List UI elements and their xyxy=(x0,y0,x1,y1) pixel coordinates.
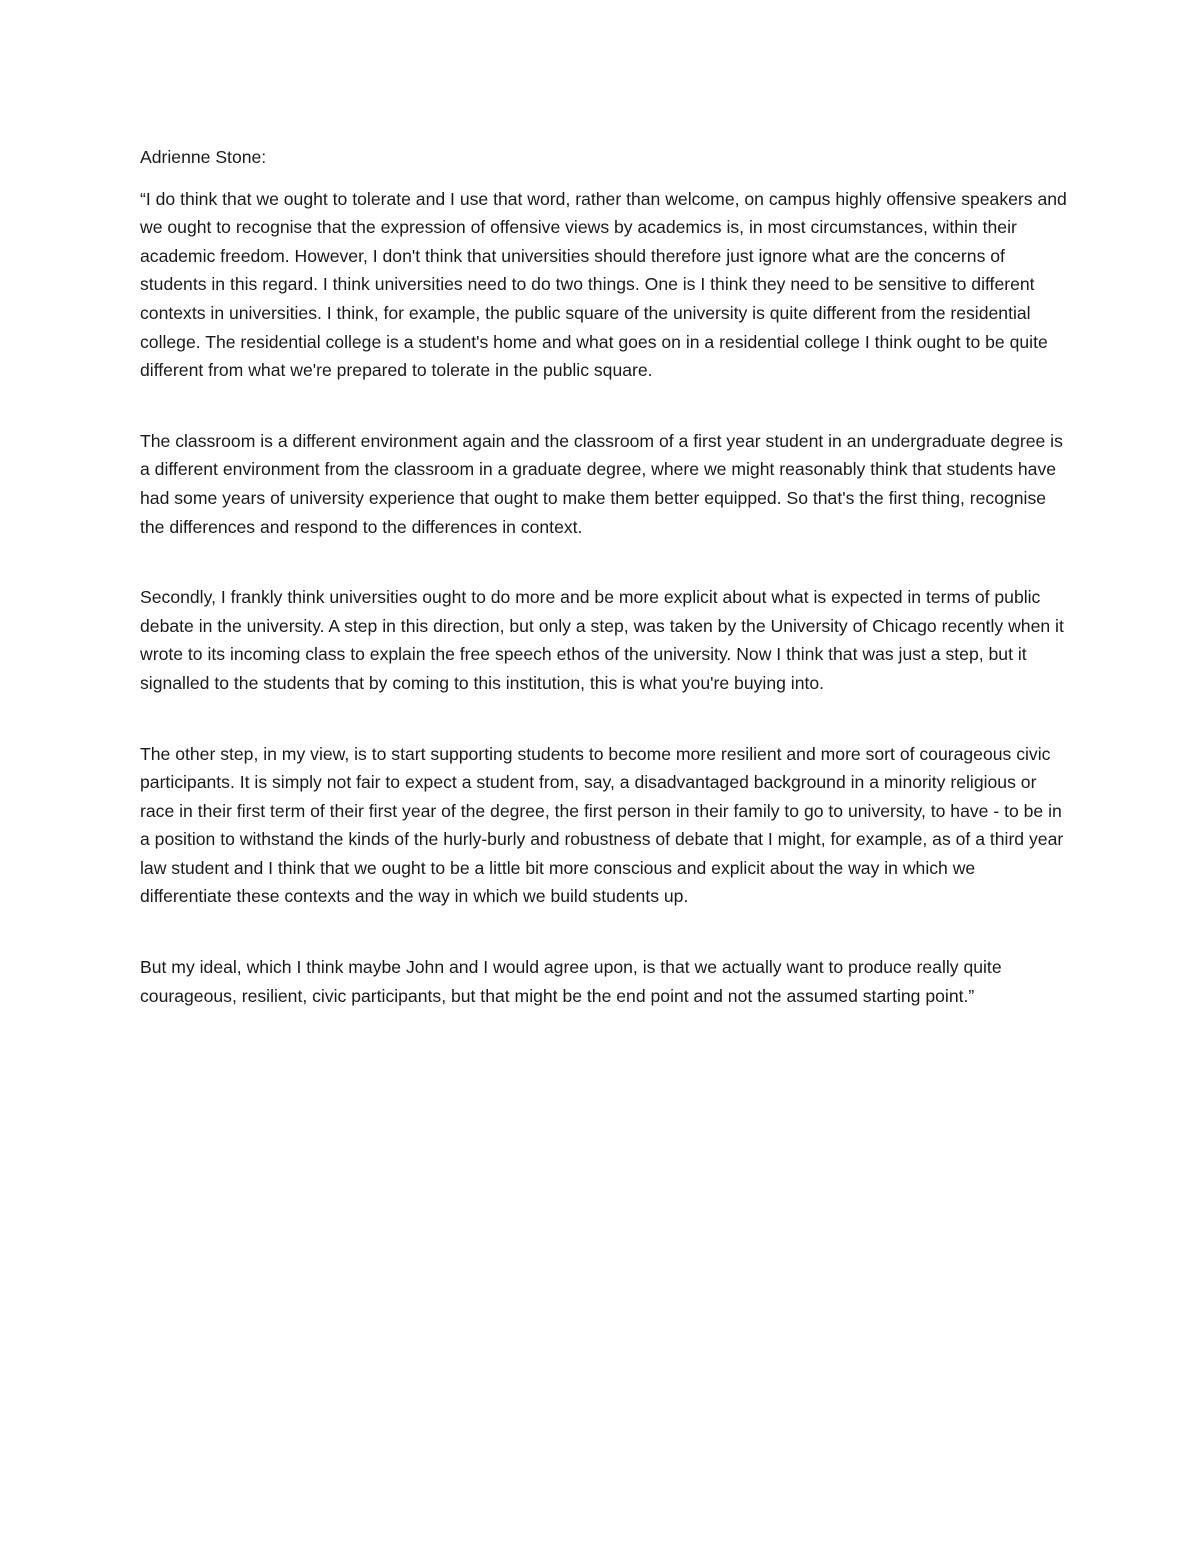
quote-paragraph-1: “I do think that we ought to tolerate and I use that word, rather than welcome, on campus highly offensive speakers and we ought to recognise that the expression of offensive views by academics is, in most circumstances, within their academic freedom. However, I don't think that universities should therefore just ignore what are the concerns of students in this regard. I think universities need to do two things. One is I think they need to be sensitive to different contexts in universities. I think, for example, the public square of the university is quite different from the residential college. The residential college is a student's home and what goes on in a residential college I think ought to be quite different from what we're prepared to tolerate in the public square. xyxy=(140,188,1067,381)
quote-paragraph-5: But my ideal, which I think maybe John and I would agree upon, is that we actually want to produce really quite courageous, resilient, civic participants, but that might be the end point and not the assumed starting point.” xyxy=(140,957,1002,1006)
speaker-name: Adrienne Stone: xyxy=(140,147,267,167)
quote-paragraph-4: The other step, in my view, is to start supporting students to become more resilient and more sort of courageous civic participants. It is simply not fair to expect a student from, say, a disadvantaged background in a minority religious or race in their first term of their first year of the degree, the first person in their family to go to university, to have - to be in a position to withstand the kinds of the hurly-burly and robustness of debate that I might, for example, as of a third year law student and I think that we ought to be a little bit more conscious and explicit about the way in which we differentiate these contexts and the way in which we build students up. xyxy=(140,743,1064,907)
quote-paragraph-3: Secondly, I frankly think universities ought to do more and be more explicit about what is expected in terms of public debate in the university. A step in this direction, but only a step, was taken by the University of Chicago recently when it wrote to its incoming class to explain the free speech ethos of the university. Now I think that was just a step, but it signalled to the students that by coming to this institution, this is what you're buying into. xyxy=(140,587,1064,693)
document-body xyxy=(140,143,1070,1010)
quote-paragraph-2: The classroom is a different environment again and the classroom of a first year student in an undergraduate degree is a different environment from the classroom in a graduate degree, where we might reasonably think that students have had some years of university experience that ought to make them better equipped. So that's the first thing, recognise the differences and respond to the differences in context. xyxy=(140,430,1063,537)
